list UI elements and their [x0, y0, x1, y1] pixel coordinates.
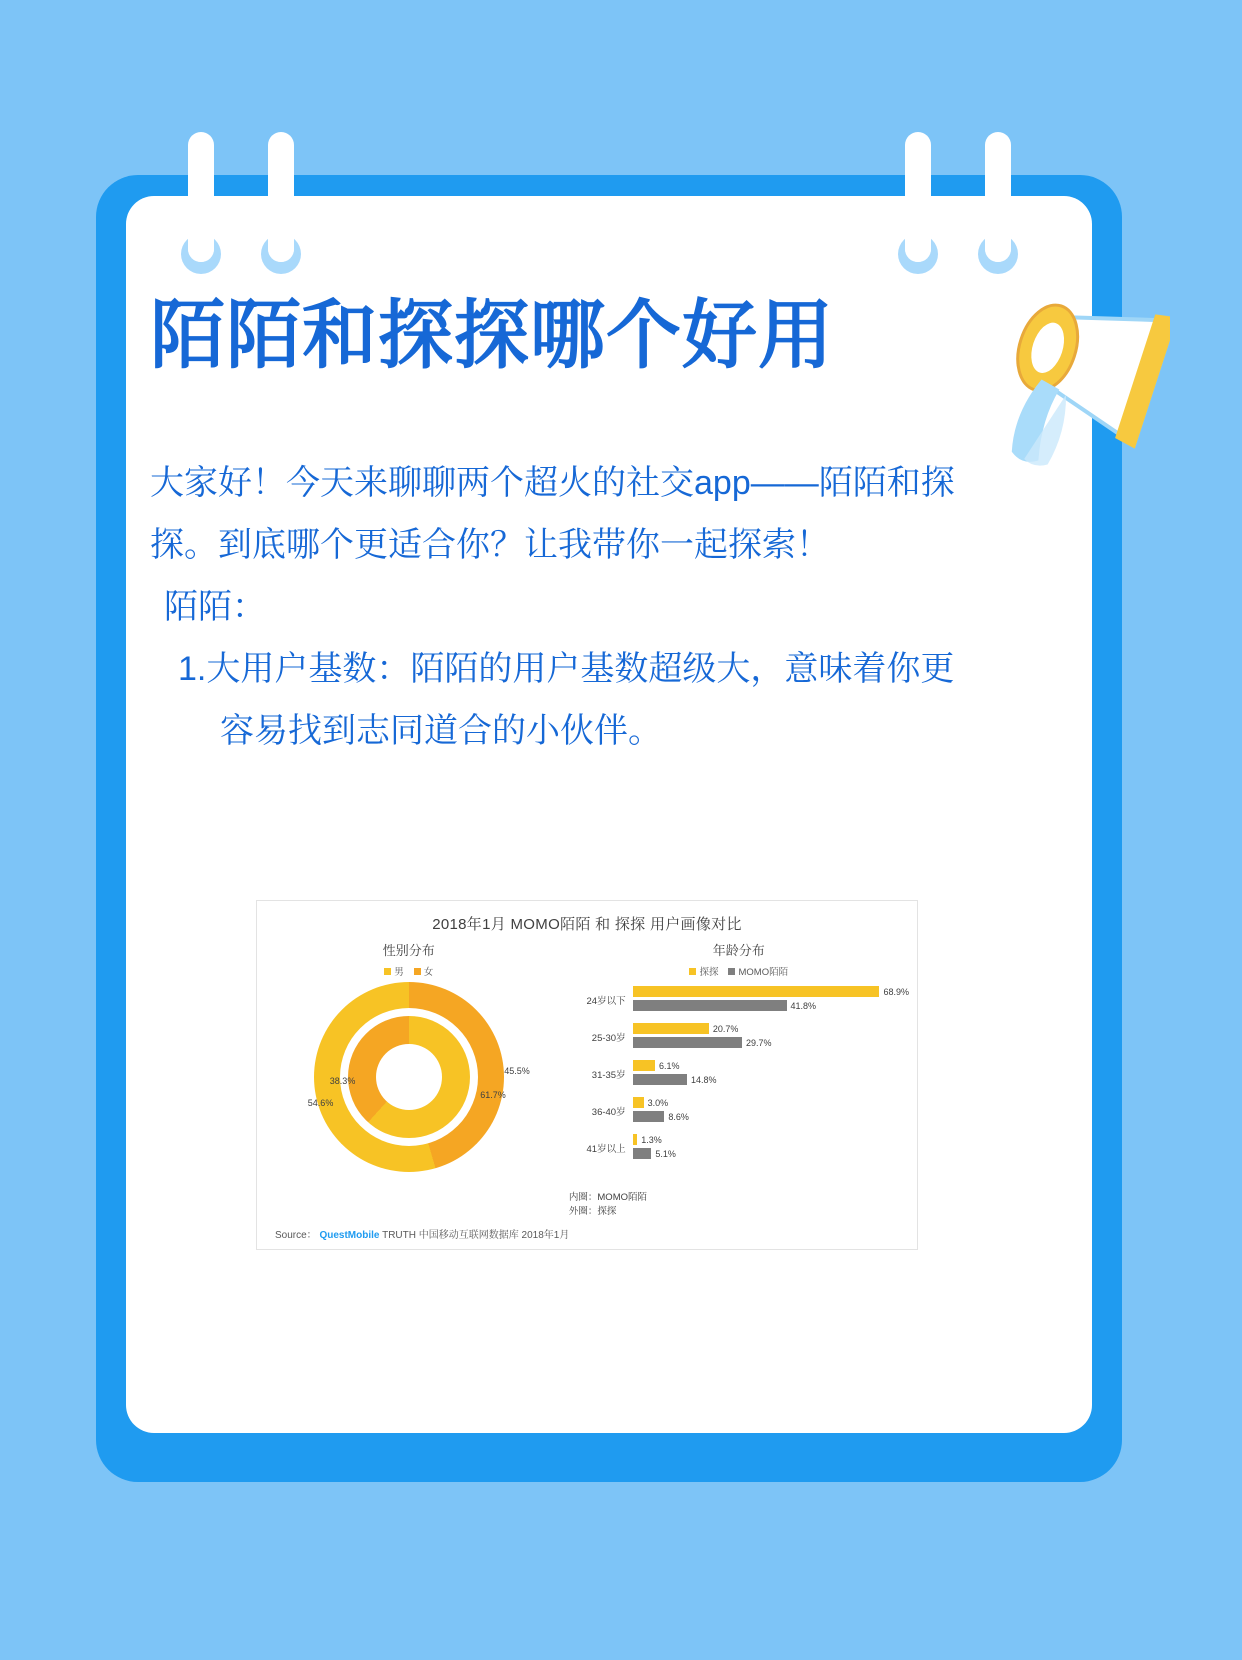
bar-value-momo: 14.8%: [691, 1074, 717, 1085]
gender-legend: [257, 964, 561, 978]
bar-value-momo: 5.1%: [655, 1148, 676, 1159]
bar-momo: [633, 1000, 787, 1011]
gender-distribution-panel: [257, 940, 561, 1172]
age-panel-title: 年龄分布: [712, 943, 765, 958]
bar-category-label: 36-40岁: [591, 1107, 626, 1118]
bar-value-tantan: 3.0%: [647, 1097, 669, 1108]
age-bar-chart: [561, 986, 917, 1162]
bar-tantan: [633, 1134, 638, 1145]
legend-entry-momo: [728, 964, 788, 978]
donut-note-outer: 外圈：探探: [568, 1206, 617, 1217]
bar-category-label: 24岁以下: [586, 996, 626, 1007]
legend-label-female: 女: [423, 967, 434, 978]
bar-value-tantan: 20.7%: [712, 1023, 739, 1034]
bar-tantan: [633, 1060, 655, 1071]
legend-entry-female: [414, 964, 434, 978]
source-suffix: TRUTH 中国移动互联网数据库 2018年1月: [382, 1230, 570, 1241]
list-item-text: 大用户基数：陌陌的用户基数超级大，意味着你更: [206, 650, 955, 688]
page-title: 陌陌和探探哪个好用: [150, 293, 835, 377]
bar-tantan: [633, 1023, 709, 1034]
bar-momo: [633, 1148, 652, 1159]
donut-center-hole: [376, 1044, 442, 1110]
bar-value-momo: 8.6%: [668, 1111, 689, 1122]
source-brand: QuestMobile: [319, 1230, 380, 1241]
bar-value-momo: 41.8%: [790, 1000, 817, 1011]
legend-swatch-momo: [728, 968, 735, 975]
legend-swatch-tantan: [689, 968, 696, 975]
bar-category-label: 31-35岁: [591, 1070, 626, 1081]
legend-entry-male: [384, 964, 404, 978]
bar-group: [561, 1060, 909, 1088]
source-prefix: Source：: [275, 1230, 317, 1241]
legend-entry-tantan: [689, 964, 718, 978]
bar-momo: [633, 1111, 665, 1122]
age-legend: [561, 964, 917, 978]
bar-momo: [633, 1037, 742, 1048]
list-item: [150, 638, 1040, 700]
bar-value-tantan: 6.1%: [658, 1060, 680, 1071]
legend-label-tantan: 探探: [699, 967, 719, 978]
legend-label-momo: MOMO陌陌: [738, 967, 789, 978]
list-item-number: 1.: [178, 650, 207, 688]
chart-source: [275, 1226, 569, 1241]
bar-group: [561, 986, 909, 1014]
megaphone-icon: [970, 285, 1170, 550]
bar-value-tantan: 68.9%: [883, 986, 909, 997]
bar-group: [561, 1023, 909, 1051]
legend-swatch-male: [384, 968, 391, 975]
bar-tantan: [633, 1097, 644, 1108]
spiral-ring: [268, 132, 294, 262]
chart-title: 2018年1月 MOMO陌陌 和 探探 用户画像对比: [432, 916, 742, 933]
donut-label-outer-male: 45.5%: [504, 1066, 530, 1076]
paragraph-line-3: 陌陌：: [164, 588, 266, 626]
legend-swatch-female: [414, 968, 421, 975]
paragraph-line-2: 探。到底哪个更适合你？让我带你一起探索！: [150, 526, 830, 564]
bar-value-momo: 29.7%: [746, 1037, 772, 1048]
bar-tantan: [633, 986, 880, 997]
poster-body: [150, 452, 1040, 762]
donut-label-outer-female: 54.6%: [307, 1098, 334, 1108]
spiral-ring: [985, 132, 1011, 262]
spiral-ring: [188, 132, 214, 262]
bar-group: [561, 1097, 909, 1125]
bar-momo: [633, 1074, 687, 1085]
bar-category-label: 25-30岁: [591, 1033, 626, 1044]
donut-label-inner-male: 61.7%: [480, 1090, 506, 1100]
chart-card: [256, 900, 918, 1250]
gender-panel-title: 性别分布: [382, 943, 435, 958]
donut-label-inner-female: 38.3%: [329, 1076, 356, 1086]
bar-value-tantan: 1.3%: [641, 1134, 662, 1145]
spiral-ring: [905, 132, 931, 262]
list-item-text-continued: 容易找到志同道合的小伙伴。: [220, 712, 662, 750]
age-distribution-panel: [561, 940, 917, 1172]
donut-ring-notes: [569, 1191, 647, 1219]
paragraph-line-1: 大家好！今天来聊聊两个超火的社交app——陌陌和探: [150, 464, 955, 502]
bar-category-label: 41岁以上: [586, 1144, 626, 1155]
gender-donut-chart: [307, 982, 530, 1172]
legend-label-male: 男: [394, 967, 404, 978]
donut-note-inner: 内圈：MOMO陌陌: [568, 1192, 647, 1203]
bar-group: [561, 1134, 909, 1162]
